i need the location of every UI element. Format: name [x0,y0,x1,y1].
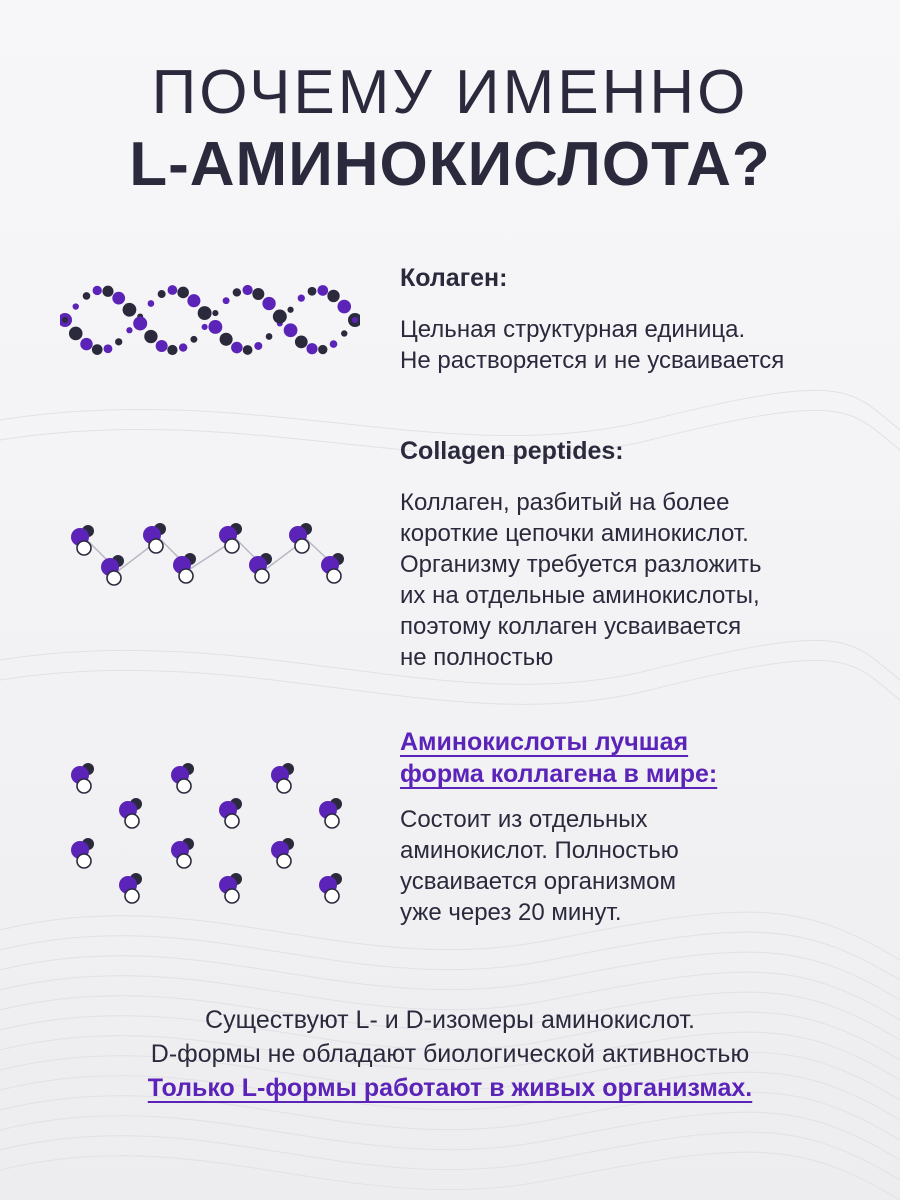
helix-dot [318,345,327,354]
section-peptides [400,435,890,673]
helix-dot [298,295,305,302]
section-collagen-text: Цельная структурная единица. Не растворяется и не усваивается [400,316,785,374]
section-collagen [400,262,890,376]
helix-dot [273,310,287,324]
helix-dot [202,324,208,330]
helix-dot [341,330,347,336]
helix-dot [187,294,200,307]
helix-dot [83,292,91,300]
helix-dot [223,297,230,304]
molecule-atom [177,854,191,868]
helix-dot [62,317,68,323]
molecule-atom [77,779,91,793]
molecule-atom [325,889,339,903]
molecule-atom [149,539,163,553]
section-peptides-title: Collagen peptides: [400,437,624,465]
helix-dot [242,285,252,295]
helix-dot [190,336,197,343]
molecule-atom [125,814,139,828]
section-amino-acids-text: Состоит из отдельных аминокислот. Полностью усваивается организмом уже через 20 минут. [400,806,679,926]
footer-note [0,1003,900,1105]
page-title-line1: ПОЧЕМУ ИМЕННО [151,58,749,127]
helix-dot [330,340,338,348]
helix-dot [337,300,351,314]
helix-dot [284,323,298,337]
helix-dot [287,307,293,313]
helix-dot [198,306,212,320]
molecule-atom [325,814,339,828]
footer-line2: D-формы не обладают биологической активностью [150,1040,750,1068]
section-amino-acids-title: Аминокислоты лучшая форма коллагена в мире: [400,728,718,788]
helix-dot [233,288,241,296]
helix-dot [231,342,243,354]
helix-dot [179,343,187,351]
helix-dot [112,292,125,305]
helix-dot [352,317,358,323]
page-title-line2: L-АМИНОКИСЛОТА? [129,130,771,199]
helix-dot [123,303,137,317]
helix-dot [73,303,79,309]
helix-dot [156,340,168,352]
molecule-atom [225,889,239,903]
helix-dot [168,285,178,295]
helix-dot [93,286,102,295]
footer-line3: Только L-формы работают в живых организмах. [147,1074,753,1102]
helix-dot [177,287,189,299]
molecule-atom [295,539,309,553]
helix-dot [266,333,273,340]
helix-dot [126,327,132,333]
molecule-atom [327,569,341,583]
molecule-atom [277,854,291,868]
helix-dot [295,335,308,348]
molecule-atom [177,779,191,793]
footer-line1: Существуют L- и D-изомеры аминокислот. [205,1006,695,1034]
free-amino-acids-icon [60,755,360,915]
section-collagen-title: Колаген: [400,264,508,292]
helix-dot [262,297,275,310]
molecule-atom [277,779,291,793]
helix-dot [144,330,157,343]
molecule-atom [225,814,239,828]
helix-dot [102,286,113,297]
helix-dot [317,285,328,296]
helix-dot [92,344,103,355]
helix-dot [80,338,92,350]
helix-dot [212,310,218,316]
molecule-atom [125,889,139,903]
helix-dot [327,290,339,302]
helix-dot [69,327,83,341]
helix-dot [254,342,262,350]
section-peptides-text: Коллаген, разбитый на более короткие цепочки аминокислот. Организму требуется разложить их на отдельные аминокислоты, поэтому коллаген усваивается не полностью [400,489,762,671]
helix-dot [220,333,233,346]
peptide-chain-icon [60,515,360,600]
helix-dot [252,288,264,300]
section-amino-acids [400,726,890,928]
helix-dot [158,290,166,298]
molecule-atom [255,569,269,583]
helix-dot [308,287,317,296]
molecule-atom [107,571,121,585]
helix-chain-icon [60,270,360,370]
molecule-atom [77,854,91,868]
helix-dot [115,338,122,345]
helix-dot [133,316,147,330]
molecule-atom [77,541,91,555]
helix-dot [167,345,177,355]
molecule-atom [225,539,239,553]
helix-dot [306,343,317,354]
helix-dot [148,300,155,307]
helix-dot [104,344,113,353]
helix-dot [243,345,253,355]
helix-dot [208,320,222,334]
molecule-atom [179,569,193,583]
